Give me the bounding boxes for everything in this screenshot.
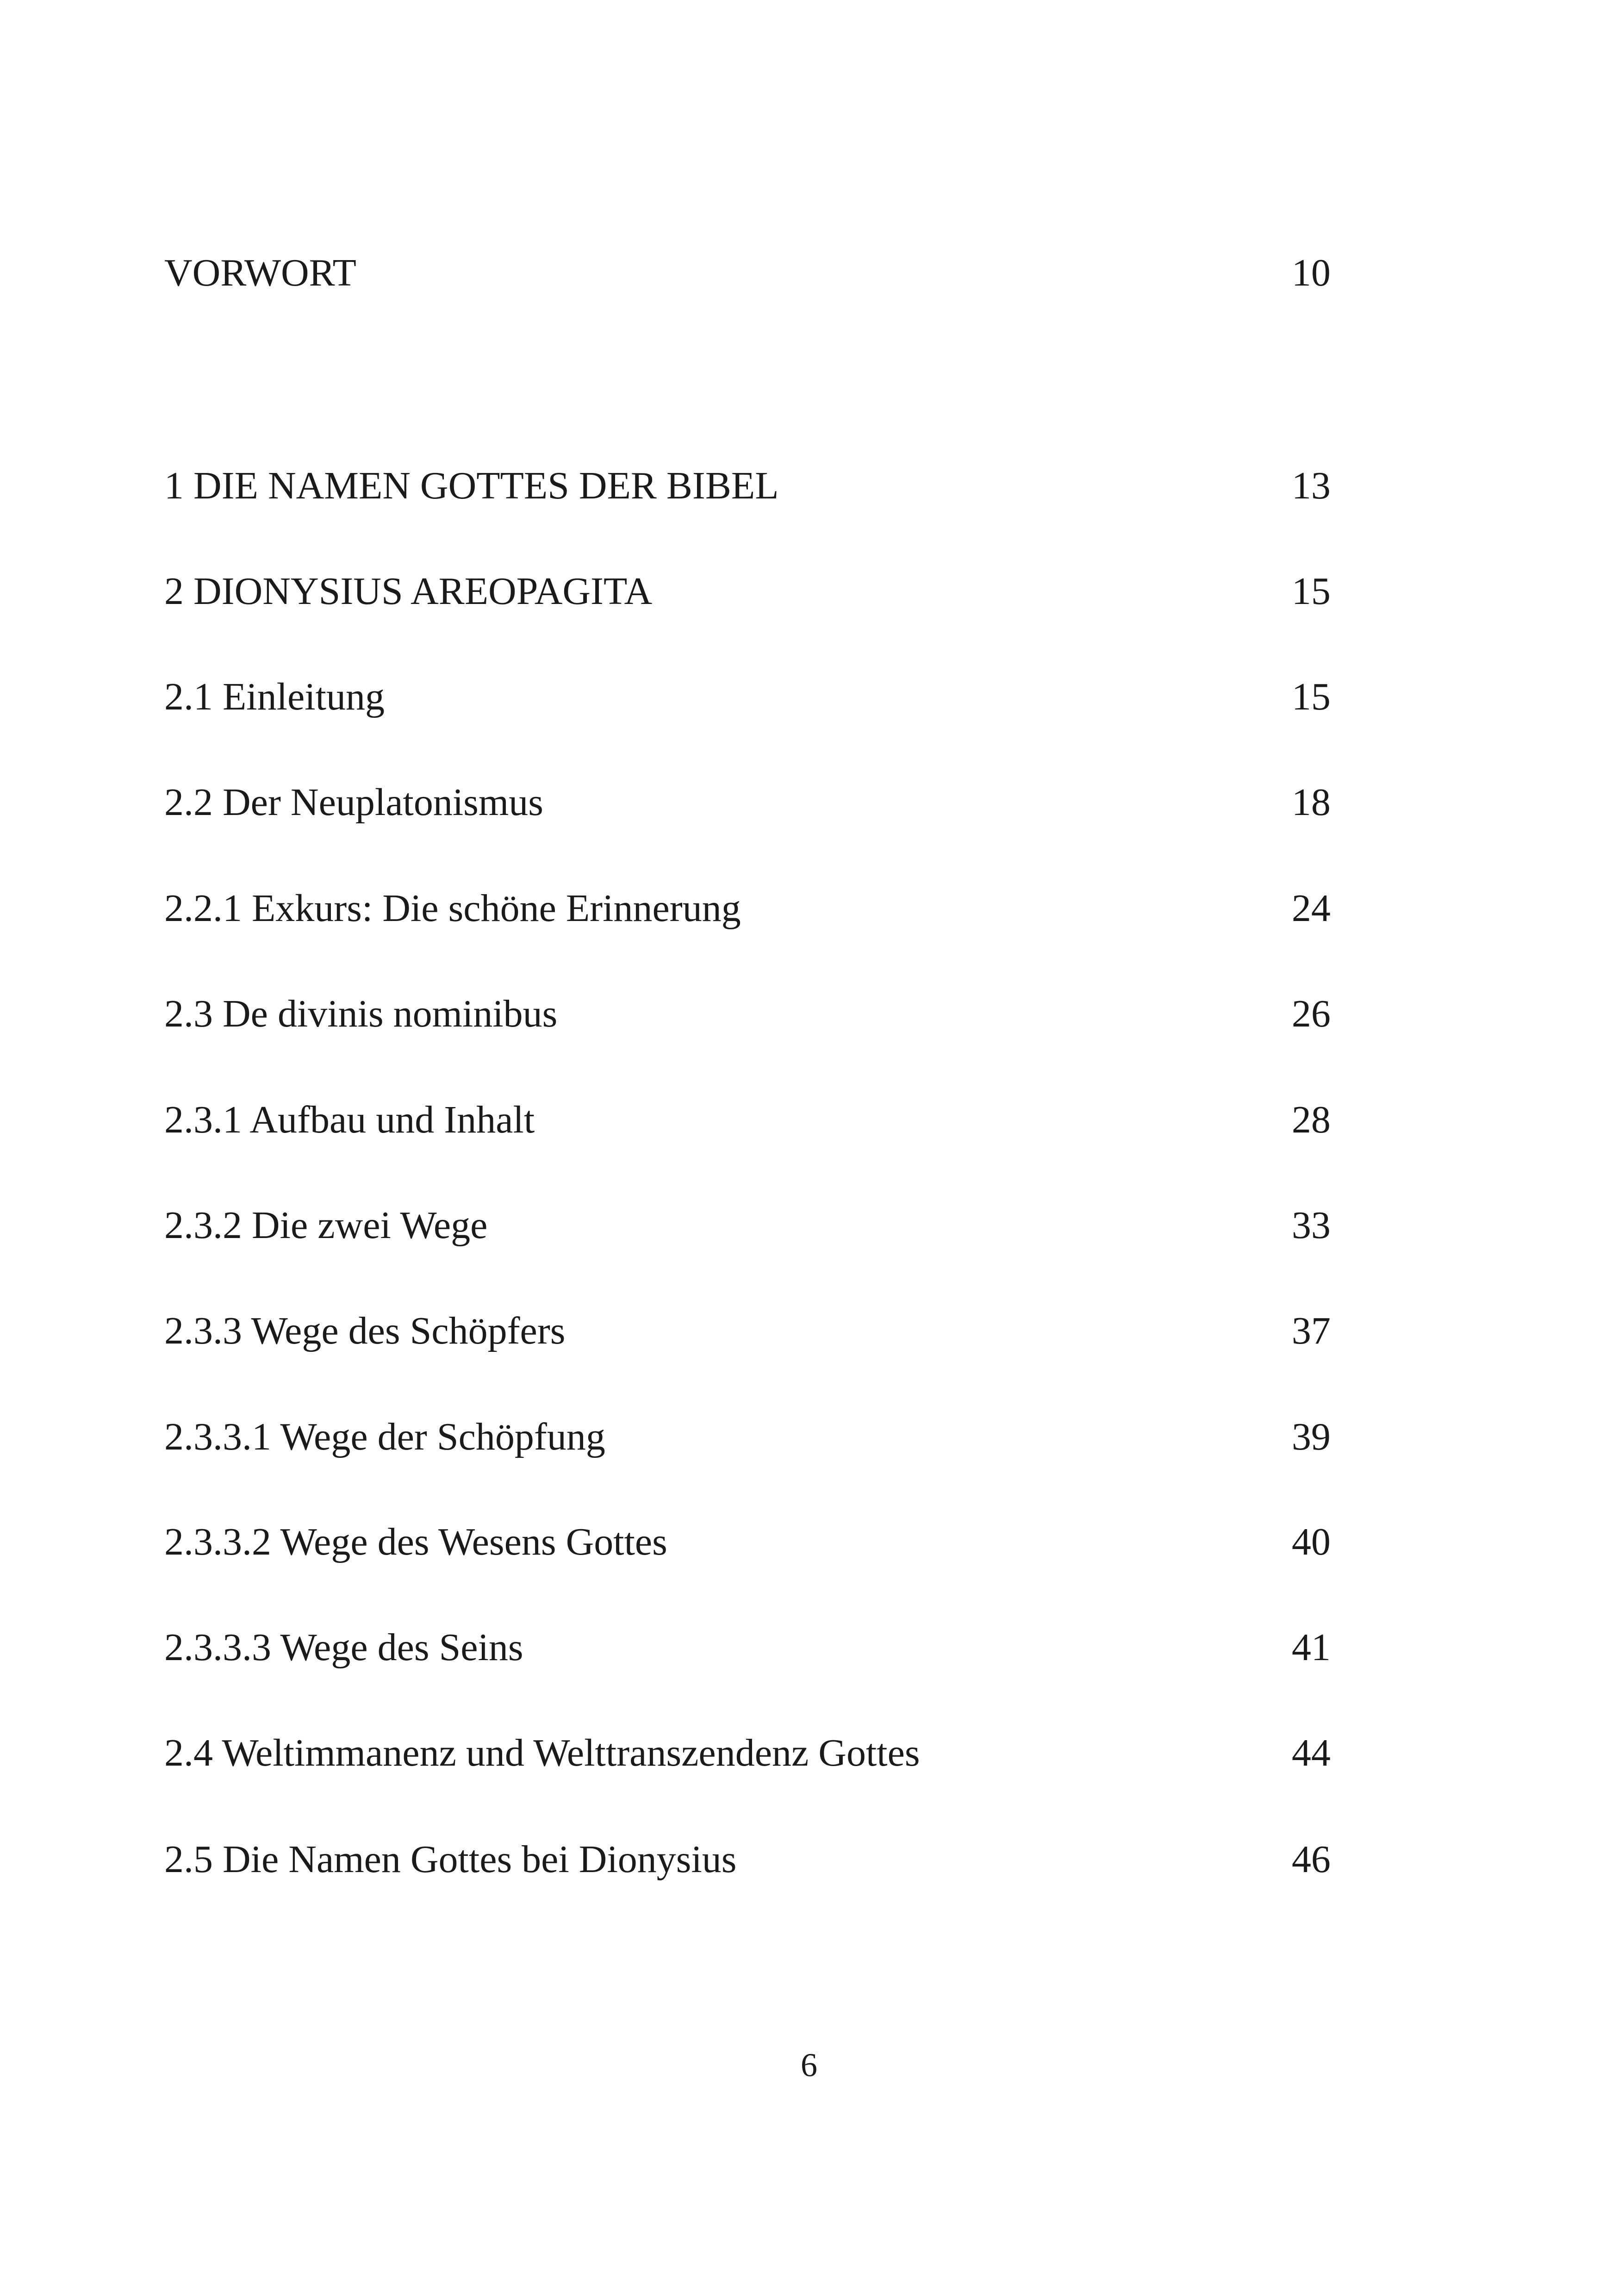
toc-entry-title: 2.3 De divinis nominibus: [164, 992, 558, 1035]
toc-entry-title: 2 DIONYSIUS AREOPAGITA: [164, 570, 653, 613]
toc-entry-page: 15: [1292, 570, 1331, 613]
toc-entry-page: 28: [1292, 1098, 1331, 1141]
toc-entry-page: 41: [1292, 1626, 1331, 1669]
toc-entry-title: 2.3.2 Die zwei Wege: [164, 1204, 488, 1247]
toc-entry-page: 46: [1292, 1838, 1331, 1881]
page-number: 6: [801, 2047, 817, 2084]
toc-entry-page: 33: [1292, 1204, 1331, 1247]
toc-entry-title: VORWORT: [164, 251, 356, 294]
toc-entry-2-5: [164, 1827, 1331, 1892]
toc-entry-page: 40: [1292, 1520, 1331, 1563]
toc-entry-vorwort: [164, 241, 1331, 305]
toc-entry-page: 13: [1292, 464, 1331, 507]
toc-entry-page: 10: [1292, 251, 1331, 294]
toc-entry-page: 44: [1292, 1731, 1331, 1774]
toc-entry-2-3-3-2: [164, 1510, 1331, 1574]
toc-entry-title: 1 DIE NAMEN GOTTES DER BIBEL: [164, 464, 779, 507]
toc-entry-title: 2.3.3 Wege des Schöpfers: [164, 1309, 566, 1352]
toc-entry-title: 2.5 Die Namen Gottes bei Dionysius: [164, 1838, 737, 1881]
toc-entry-2-4: [164, 1721, 1331, 1786]
toc-entry-title: 2.1 Einleitung: [164, 675, 385, 718]
toc-entry-chapter-1: [164, 454, 1331, 518]
toc-entry-title: 2.3.3.2 Wege des Wesens Gottes: [164, 1520, 667, 1563]
toc-entry-title: 2.3.3.3 Wege des Seins: [164, 1626, 523, 1669]
toc-entry-2-2: [164, 770, 1331, 835]
toc-entry-page: 24: [1292, 887, 1331, 930]
toc-entry-2-3-1: [164, 1088, 1331, 1152]
toc-entry-2-3: [164, 982, 1331, 1046]
toc-entry-chapter-2: [164, 559, 1331, 624]
toc-entry-title: 2.3.1 Aufbau und Inhalt: [164, 1098, 535, 1141]
toc-entry-title: 2.2 Der Neuplatonismus: [164, 781, 543, 824]
toc-entry-2-3-2: [164, 1193, 1331, 1258]
toc-entry-title: 2.2.1 Exkurs: Die schöne Erinnerung: [164, 887, 741, 930]
toc-entry-page: 18: [1292, 781, 1331, 824]
toc-entry-2-3-3-3: [164, 1615, 1331, 1680]
toc-entry-2-2-1: [164, 876, 1331, 941]
toc-entry-title: 2.3.3.1 Wege der Schöpfung: [164, 1415, 605, 1458]
toc-entry-page: 39: [1292, 1415, 1331, 1458]
toc-entry-page: 15: [1292, 675, 1331, 718]
toc-entry-page: 37: [1292, 1309, 1331, 1352]
toc-entry-2-3-3-1: [164, 1405, 1331, 1469]
toc-entry-title: 2.4 Weltimmanenz und Welttranszendenz Gottes: [164, 1731, 920, 1774]
toc-entry-2-3-3: [164, 1299, 1331, 1363]
toc-entry-2-1: [164, 665, 1331, 729]
toc-entry-page: 26: [1292, 992, 1331, 1035]
